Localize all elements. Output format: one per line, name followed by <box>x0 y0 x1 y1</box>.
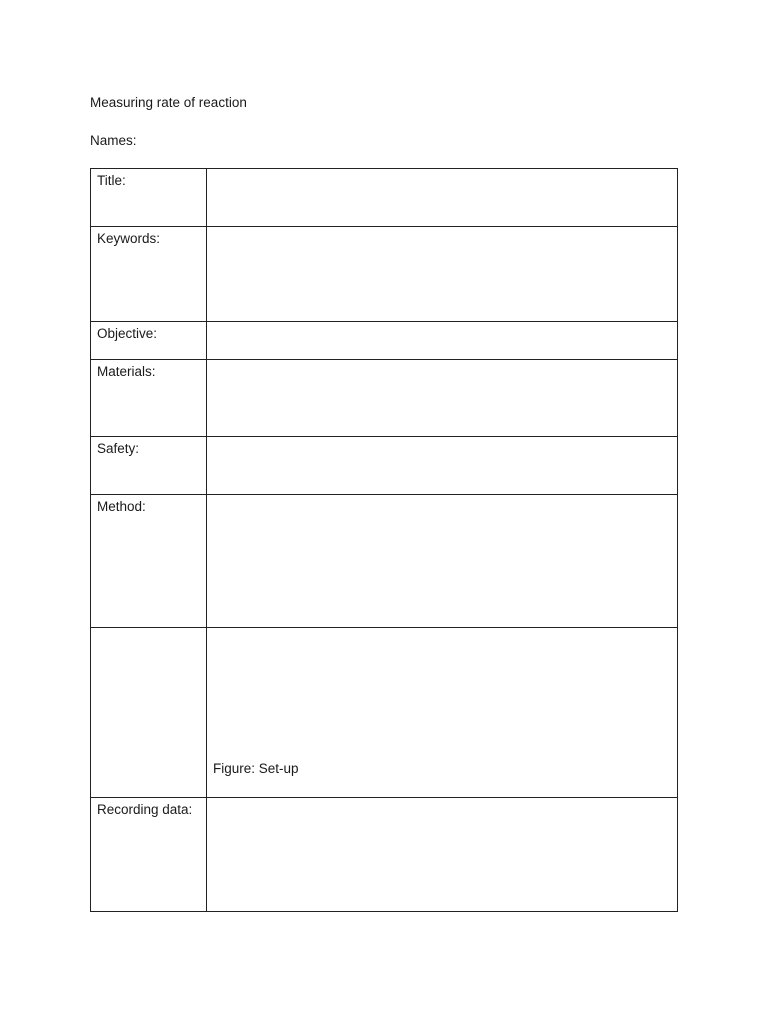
names-label: Names: <box>90 133 137 148</box>
recording-data-label: Recording data: <box>97 802 193 817</box>
keywords-input-cell[interactable] <box>207 227 678 322</box>
worksheet-table <box>90 168 678 912</box>
method-input-cell[interactable] <box>207 495 678 628</box>
title-label: Title: <box>97 173 126 188</box>
document-heading: Measuring rate of reaction <box>90 95 247 110</box>
method-label: Method: <box>97 499 146 514</box>
figure-setup-cell[interactable] <box>207 628 678 798</box>
keywords-label-cell <box>91 227 207 322</box>
objective-input-cell[interactable] <box>207 322 678 360</box>
table-row-recording-data <box>91 798 678 912</box>
figure-label <box>91 628 206 631</box>
table-row-safety <box>91 437 678 495</box>
safety-label-cell <box>91 437 207 495</box>
recording-data-input-cell[interactable] <box>207 798 678 912</box>
table-row-materials <box>91 360 678 437</box>
objective-label-cell <box>91 322 207 360</box>
objective-label: Objective: <box>97 326 158 341</box>
keywords-label: Keywords: <box>97 231 161 246</box>
table-row-method <box>91 495 678 628</box>
recording-data-label-cell <box>91 798 207 912</box>
materials-label-cell <box>91 360 207 437</box>
table-row-figure <box>91 628 678 798</box>
figure-caption: Figure: Set-up <box>213 761 299 776</box>
table-row-objective <box>91 322 678 360</box>
safety-label: Safety: <box>97 441 140 456</box>
table-row-title <box>91 169 678 227</box>
materials-input-cell[interactable] <box>207 360 678 437</box>
materials-label: Materials: <box>97 364 156 379</box>
method-label-cell <box>91 495 207 628</box>
table-row-keywords <box>91 227 678 322</box>
figure-label-cell <box>91 628 207 798</box>
safety-input-cell[interactable] <box>207 437 678 495</box>
title-input-cell[interactable] <box>207 169 678 227</box>
title-label-cell <box>91 169 207 227</box>
